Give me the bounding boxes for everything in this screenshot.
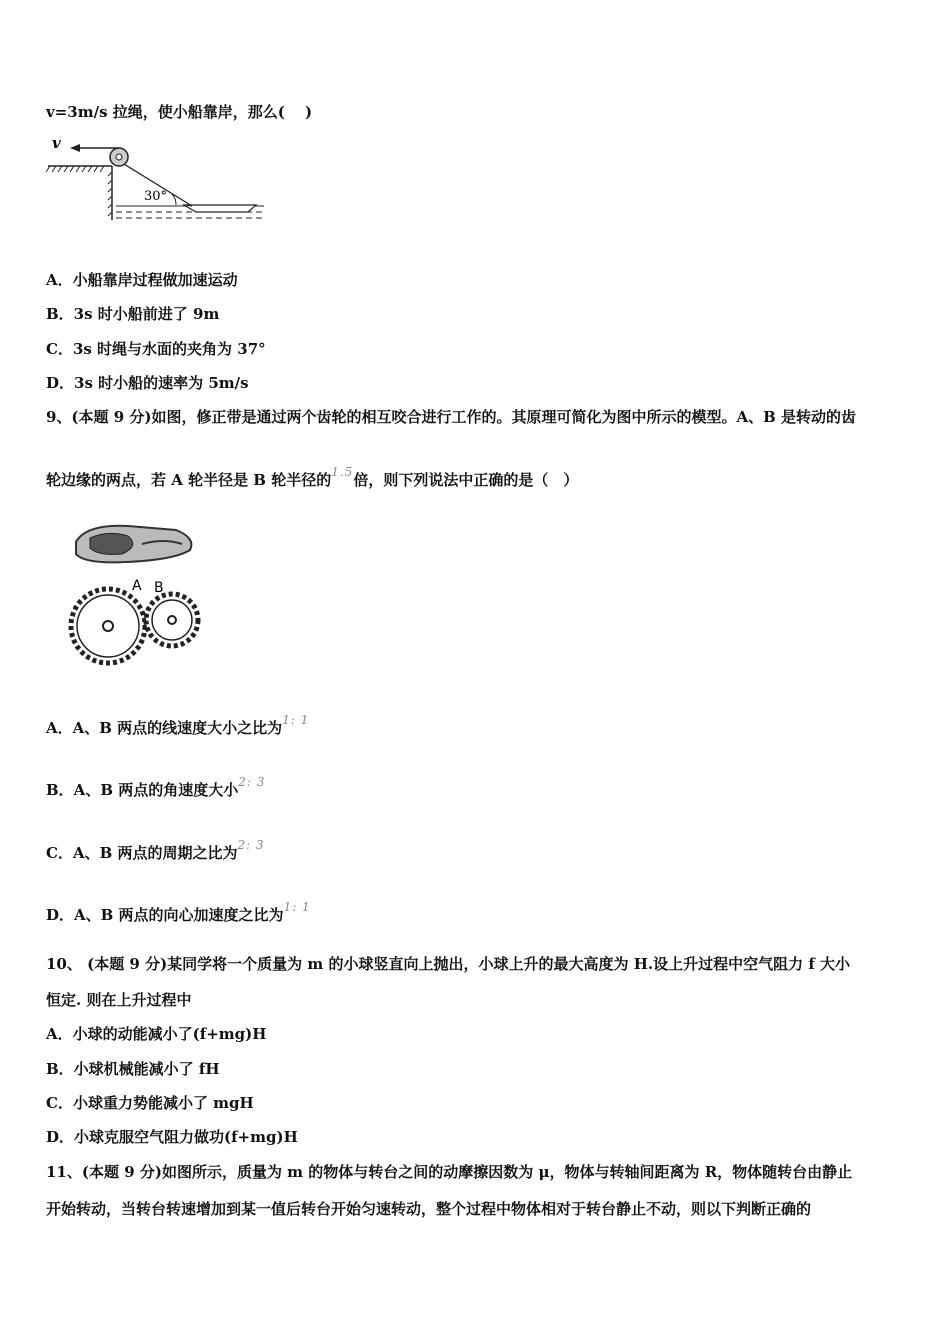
q9-option-c: C．A、B 两点的周期之比为$^{2: 3}$	[46, 838, 265, 862]
gear-b	[146, 594, 198, 646]
gear-tape-figure	[66, 520, 206, 670]
q8-intro: v=3m/s 拉绳，使小船靠岸，那么( )	[46, 103, 313, 121]
boat	[184, 205, 256, 212]
q10-option-a: A．小球的动能减小了(f+mg)H	[46, 1025, 267, 1043]
q8-option-a: A．小船靠岸过程做加速运动	[46, 271, 238, 289]
q10-line1: 10、 (本题 9 分)某同学将一个质量为 m 的小球竖直向上抛出，小球上升的最大高度为 H.设上升过程中空气阻力 f 大小	[46, 955, 851, 973]
q10-option-d: D．小球克服空气阻力做功(f+mg)H	[46, 1128, 298, 1146]
q9-option-d: D．A、B 两点的向心加速度之比为$^{1: 1}$	[46, 900, 311, 924]
angle-label: 30°	[144, 189, 168, 204]
gear-a	[71, 589, 145, 663]
q9-line2: 轮边缘的两点，若 A 轮半径是 B 轮半径的$^{1.5}$倍，则下列说法中正确的是（ ）	[46, 465, 579, 489]
q9-option-a: A．A、B 两点的线速度大小之比为$^{1: 1}$	[46, 713, 310, 737]
gear-a-label: A	[132, 578, 142, 594]
q9-ratio: 1.5	[331, 465, 354, 479]
q9-option-b: B．A、B 两点的角速度大小$^{2: 3}$	[46, 775, 266, 799]
q8-option-b: B．3s 时小船前进了 9m	[46, 305, 220, 323]
boat-pulley-figure	[44, 132, 274, 227]
q10-line2: 恒定. 则在上升过程中	[46, 991, 192, 1009]
q8-option-d: D．3s 时小船的速率为 5m/s	[46, 374, 249, 392]
q9-line1: 9、(本题 9 分)如图，修正带是通过两个齿轮的相互咬合进行工作的。其原理可简化为图中所示的模型。A、B 是转动的齿	[46, 408, 857, 426]
q11-line2: 开始转动，当转台转速增加到某一值后转台开始匀速转动，整个过程中物体相对于转台静止不动，则以下判断正确的	[46, 1200, 812, 1218]
q10-option-b: B．小球机械能减小了 fH	[46, 1060, 220, 1078]
q11-line1: 11、(本题 9 分)如图所示，质量为 m 的物体与转台之间的动摩擦因数为 μ，物体与转轴间距离为 R，物体随转台由静止	[46, 1163, 853, 1181]
gear-b-label: B	[154, 580, 164, 596]
q8-option-c: C．3s 时绳与水面的夹角为 37°	[46, 340, 266, 358]
q10-option-c: C．小球重力势能减小了 mgH	[46, 1094, 254, 1112]
velocity-label: v	[52, 134, 61, 152]
